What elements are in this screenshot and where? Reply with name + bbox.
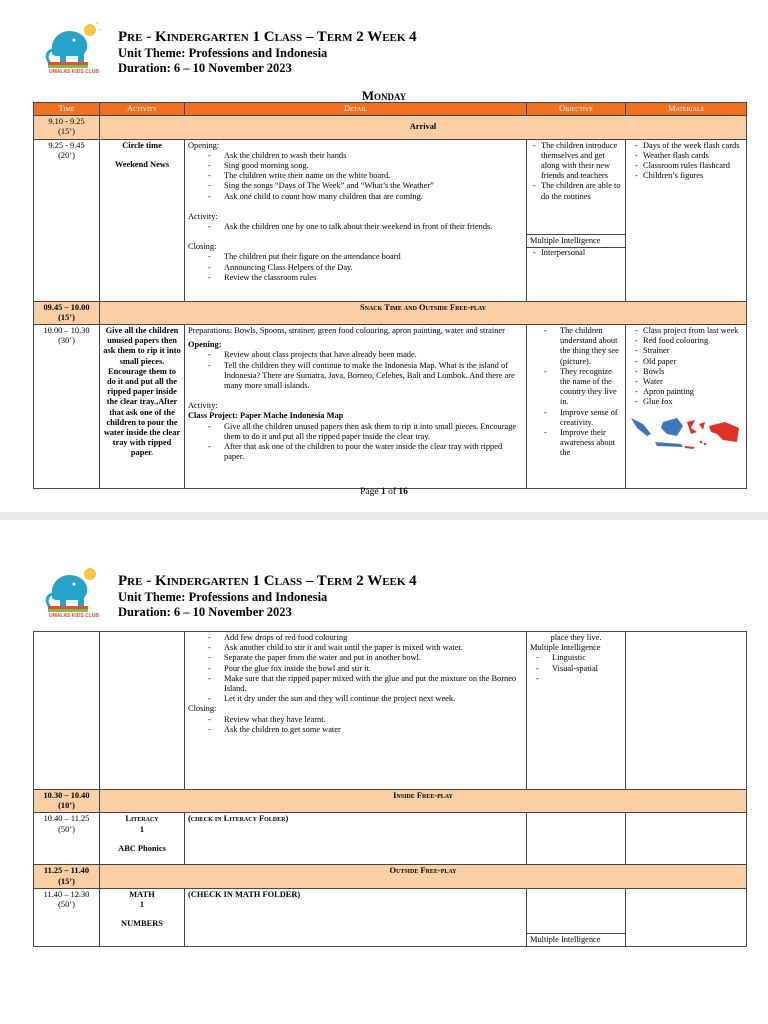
literacy-detail: (check in Literacy Folder) xyxy=(185,813,527,865)
list-item: - Ask one child to count how many children that are coming. xyxy=(224,192,523,202)
literacy-activity: Literacy 1 ABC Phonics xyxy=(100,813,185,865)
circle-activity-list xyxy=(188,222,523,232)
list-item: - Review the classroom rules xyxy=(224,273,523,283)
snack-label: Snack Time and Outside Free-play xyxy=(100,301,747,324)
list-item: - Add few drops of red food colouring xyxy=(224,633,523,643)
circle-activity: Circle time Weekend News xyxy=(100,139,185,301)
utw-objective xyxy=(527,325,626,489)
circle-closing-list xyxy=(188,252,523,283)
circle-opening-list xyxy=(188,151,523,202)
intelligence-item: - Interpersonal xyxy=(541,248,625,258)
utw-row xyxy=(34,325,747,489)
objective-item: - The children introduce themselves and get along with their new friends and teachers xyxy=(541,141,622,182)
col-materials: Materials xyxy=(626,103,747,116)
utw-continued-detail: - Add few drops of red food colouring - Ask another child to stir it and wait until the paper is mixed with water. - Separate the paper from the water and put in another bowl. - Pour the glue fox inside the bowl and stir it. - Make sure that the ripped paper mixed with the glue and put the mixture on the Borneo Island. - Let it dry under the sun and they will continue the project next week. Closing: - Review what they have learnt. - Ask the children to get some water xyxy=(185,632,527,790)
material-item: - Bowls xyxy=(643,367,743,377)
material-item: - Strainer xyxy=(643,346,743,356)
list-item: - Separate the paper from the water and put in another bowl. xyxy=(224,653,523,663)
list-item: - Ask another child to stir it and wait until the paper is mixed with water. xyxy=(224,643,523,653)
circle-objective-list xyxy=(527,141,625,234)
arrival-label: Arrival xyxy=(100,116,747,139)
utw-activity-list xyxy=(188,422,523,463)
duration: Duration: 6 – 10 November 2023 xyxy=(118,61,292,75)
list-item: - Sing good morning song. xyxy=(224,161,523,171)
page-footer-1: Page 1 of 16 xyxy=(360,487,408,497)
utw-time: 10.00 – 10.30 (30’) xyxy=(34,325,100,489)
col-detail: Detail xyxy=(185,103,527,116)
utw-materials-list xyxy=(629,326,743,408)
list-item: - Let it dry under the sun and they will continue the project next week. xyxy=(224,694,523,704)
intelligence-item: - Visual-spatial xyxy=(552,664,622,674)
intelligence-item: - Linguistic xyxy=(552,653,622,663)
utw-continued-objective: place they live. Multiple Intelligence - Linguistic - Visual-spatial xyxy=(527,632,626,790)
list-item: - The children write their name on the white board. xyxy=(224,171,523,181)
material-item: - Children’s figures xyxy=(643,171,743,181)
list-item: - Ask the children to get some water xyxy=(224,725,523,735)
svg-text:UMALAS KIDS CLUB: UMALAS KIDS CLUB xyxy=(49,69,99,75)
class-title: Pre - Kindergarten 1 Class – Term 2 Week 4 xyxy=(118,29,417,45)
literacy-row: 10.40 – 11.25 (50’) Literacy 1 ABC Phonics (check in Literacy Folder) xyxy=(34,813,747,865)
umalas-elephant-logo xyxy=(44,566,104,620)
duration: Duration: 6 – 10 November 2023 xyxy=(118,605,292,619)
col-objective: Objective xyxy=(527,103,626,116)
circle-detail: Opening: - Ask the children to wash their hands - Sing good morning song. - The children write their name on the white board. - Sing the songs “Days of The Week” and “What’s the Weather” - Ask one child to count how many children that are coming. Activity: - Ask the children one by one to talk about their weekend in front of their friends. Closing: - The children put their figure on the attendance board - Announcing Class Helpers of the Day. - Review the classroom rules xyxy=(185,139,527,301)
material-item: - Class project from last week xyxy=(643,326,743,336)
unit-theme: Unit Theme: Professions and Indonesia xyxy=(118,46,328,60)
list-item: - Ask the children to wash their hands xyxy=(224,151,523,161)
circle-materials xyxy=(626,139,747,301)
schedule-table-page-1 xyxy=(33,102,747,489)
schedule-table-page-2 xyxy=(33,631,747,947)
list-item: - Sing the songs “Days of The Week” and “What’s the Weather” xyxy=(224,181,523,191)
objective-item: - The children understand about the thing they see (picture). xyxy=(560,326,622,367)
list-item: - Make sure that the ripped paper mixed with the glue and put the mixture on the Borneo Island. xyxy=(224,674,523,694)
material-item: - Water xyxy=(643,377,743,387)
circle-mi-label: Multiple Intelligence xyxy=(527,234,625,247)
col-activity: Activity xyxy=(100,103,185,116)
inside-freeplay-label: Inside Free-play xyxy=(100,790,747,813)
objective-item: - They recognize the name of the country they live in. xyxy=(560,367,622,408)
objective-item: - The children are able to do the routines xyxy=(541,181,622,201)
utw-detail: Preparations: Bowls, Spoons, strainer, green food colouring, apron painting, water and strainer Opening: - Review about class projects that have already been made. - Tell the children they will continue to make the Indonesia Map. What is the island of Indonesia? There are Sumatra, Java, Borneo, Celebes, Bali and Lombok. And there are many more small islands. Activity: Class Project: Paper Mache Indonesia Map - Give all the children unused papers then ask them to rip it into small pieces. Encourage them to do it and put all the ripped paper inside the clear tray. - After that ask one of the children to pour the water inside the clear tray with ripped paper. xyxy=(185,325,527,489)
circle-time: 9.25 - 9.45 (20’) xyxy=(34,139,100,301)
material-item: - Days of the week flash cards xyxy=(643,141,743,151)
utw-steps-list xyxy=(188,633,523,704)
utw-activity: Give all the children unused papers then ask them to rip it into small pieces. Encourage them to do it and put all the ripped paper inside the clear tray.,After that ask one of the children to pour the water inside the clear tray with ripped paper. xyxy=(100,325,185,489)
circle-materials-list xyxy=(629,141,743,182)
outside-freeplay-row: 11.25 – 11.40 (15’) Outside Free-play xyxy=(34,865,747,888)
material-item: - Classroom rules flashcard xyxy=(643,161,743,171)
document-header xyxy=(118,28,417,76)
material-item: - Red food colouring xyxy=(643,336,743,346)
material-item: - Glue fox xyxy=(643,397,743,407)
list-item: - Tell the children they will continue to make the Indonesia Map. What is the island of Indonesia? There are Sumatra, Java, Borneo, Celebes, Bali and Lombok. And there are many more small islands. xyxy=(224,361,523,392)
class-title: Pre - Kindergarten 1 Class – Term 2 Week 4 xyxy=(118,573,417,589)
circle-time-row xyxy=(34,139,747,301)
inside-freeplay-row: 10.30 – 10.40 (10’) Inside Free-play xyxy=(34,790,747,813)
utw-continued-row xyxy=(34,632,747,790)
umalas-elephant-logo xyxy=(44,22,104,76)
list-item: - Announcing Class Helpers of the Day. xyxy=(224,263,523,273)
math-activity: MATH 1 NUMBERS xyxy=(100,888,185,946)
arrival-time: 9.10 - 9.25 (15’) xyxy=(34,116,100,139)
utw-objective-list xyxy=(530,326,622,459)
utw-opening-list xyxy=(188,350,523,391)
math-detail: (CHECK IN MATH FOLDER) xyxy=(185,888,527,946)
math-row: 11.40 – 12.30 (50’) MATH 1 NUMBERS (CHECK IN MATH FOLDER) Multiple Intelligence xyxy=(34,888,747,946)
utw-materials xyxy=(626,325,747,489)
objective-item: - Improve sense of creativity. xyxy=(560,408,622,428)
unit-theme: Unit Theme: Professions and Indonesia xyxy=(118,590,328,604)
day-title: Monday xyxy=(361,88,407,103)
objective-item: - Improve their awareness about the xyxy=(560,428,622,459)
material-item: - Old paper xyxy=(643,357,743,367)
indonesia-map-image xyxy=(629,412,741,452)
list-item: - After that ask one of the children to pour the water inside the clear tray with ripped paper. xyxy=(224,442,523,462)
snack-row xyxy=(34,301,747,324)
list-item: - Pour the glue fox inside the bowl and stir it. xyxy=(224,664,523,674)
list-item: - Give all the children unused papers then ask them to rip it into small pieces. Encourage them to do it and put all the ripped paper inside the clear tray. xyxy=(224,422,523,442)
list-item: - Ask the children one by one to talk about their weekend in front of their friends. xyxy=(224,222,523,232)
material-item: - Apron painting xyxy=(643,387,743,397)
arrival-row xyxy=(34,116,747,139)
list-item: - The children put their figure on the attendance board xyxy=(224,252,523,262)
math-objective: Multiple Intelligence xyxy=(527,888,626,946)
utw-mi-list xyxy=(530,653,622,673)
col-time: Time xyxy=(34,103,100,116)
table-header-row xyxy=(34,103,747,116)
svg-text:UMALAS KIDS CLUB: UMALAS KIDS CLUB xyxy=(49,613,99,619)
material-item: - Weather flash cards xyxy=(643,151,743,161)
list-item: - Review about class projects that have already been made. xyxy=(224,350,523,360)
circle-objective xyxy=(527,139,626,301)
list-item: - Review what they have learnt. xyxy=(224,715,523,725)
document-header xyxy=(118,572,417,620)
circle-mi-list xyxy=(527,247,625,258)
page-2 xyxy=(0,520,768,1024)
utw-closing-list xyxy=(188,715,523,735)
snack-time: 09.45 – 10.00 (15’) xyxy=(34,301,100,324)
outside-freeplay-label: Outside Free-play xyxy=(100,865,747,888)
